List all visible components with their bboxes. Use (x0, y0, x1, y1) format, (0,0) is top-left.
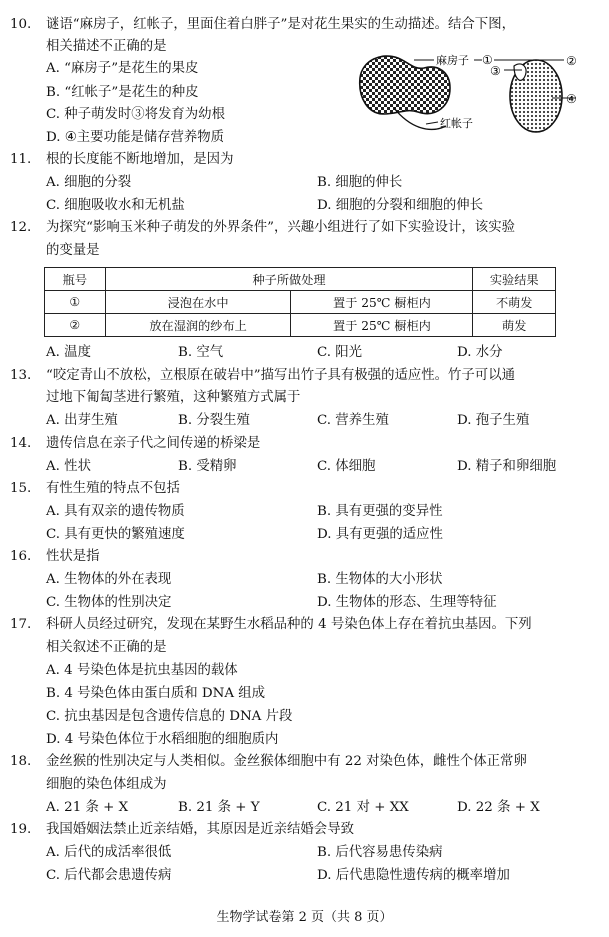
q10-option-c: C. 种子萌发时③将发育为幼根 (46, 107, 225, 122)
q15-option-b: B. 具有更强的变异性 (317, 504, 443, 519)
q11-option-d: D. 细胞的分裂和细胞的伸长 (317, 198, 484, 213)
q13-stem-line1: “咬定青山不放松，立根原在破岩中”描写出竹子具有极强的适应性。竹子可以通 (46, 368, 515, 383)
q19-stem: 我国婚姻法禁止近亲结婚，其原因是近亲结婚会导致 (46, 822, 354, 837)
marker-2: ② (566, 54, 577, 68)
table-cell: 萌发 (473, 314, 556, 337)
table-cell: ① (45, 291, 106, 314)
q11-stem: 根的长度能不断地增加，是因为 (46, 152, 234, 167)
label-coat: 红帐子 (440, 117, 473, 130)
q17-option-d: D. 4 号染色体位于水稻细胞的细胞质内 (46, 732, 279, 747)
q18-number: 18. (10, 754, 32, 769)
q12-option-b: B. 空气 (178, 345, 224, 360)
q14-option-b: B. 受精卵 (178, 459, 237, 474)
table-row (45, 291, 556, 314)
marker-4: ④ (566, 92, 577, 106)
q10-stem-line1: 谜语“麻房子，红帐子，里面住着白胖子”是对花生果实的生动描述。结合下图， (46, 17, 515, 32)
q14-number: 14. (10, 436, 32, 451)
q17-option-b: B. 4 号染色体由蛋白质和 DNA 组成 (46, 686, 266, 701)
q13-number: 13. (10, 368, 32, 383)
q16-option-c: C. 生物体的性别决定 (46, 595, 172, 610)
q11-option-c: C. 细胞吸收水和无机盐 (46, 198, 185, 213)
q15-option-a: A. 具有双亲的遗传物质 (46, 504, 185, 519)
table-header-row (45, 268, 556, 291)
q10-stem-line2: 相关描述不正确的是 (46, 39, 167, 54)
table-cell: 放在湿润的纱布上 (105, 314, 291, 337)
q12-option-a: A. 温度 (46, 345, 91, 360)
label-shell: 麻房子 (436, 54, 469, 67)
q14-option-d: D. 精子和卵细胞 (457, 459, 557, 474)
q15-number: 15. (10, 481, 32, 496)
q19-option-c: C. 后代都会患遗传病 (46, 868, 172, 883)
q11-number: 11. (10, 152, 32, 167)
table-row (45, 314, 556, 337)
table-cell: 置于 25℃ 橱柜内 (291, 314, 473, 337)
marker-1: ① (482, 53, 493, 67)
q18-option-d: D. 22 条 + X (457, 800, 540, 815)
q16-number: 16. (10, 549, 32, 564)
table-cell: ② (45, 314, 106, 337)
q18-option-c: C. 21 对 + XX (317, 800, 409, 815)
table-cell: 浸泡在水中 (105, 291, 291, 314)
q11-option-b: B. 细胞的伸长 (317, 175, 403, 190)
q15-option-c: C. 具有更快的繁殖速度 (46, 527, 185, 542)
q10-option-b: B. “红帐子”是花生的种皮 (46, 85, 199, 100)
q18-stem-line1: 金丝猴的性别决定与人类相似。金丝猴体细胞中有 22 对染色体，雌性个体正常卵 (46, 754, 527, 769)
table-cell: 不萌发 (473, 291, 556, 314)
q16-option-d: D. 生物体的形态、生理等特征 (317, 595, 497, 610)
table-header: 实验结果 (473, 268, 556, 291)
q13-option-a: A. 出芽生殖 (46, 413, 118, 428)
q17-stem-line2: 相关叙述不正确的是 (46, 640, 167, 655)
q12-number: 12. (10, 220, 32, 235)
experiment-table (44, 267, 556, 337)
table-header: 瓶号 (45, 268, 106, 291)
q16-option-b: B. 生物体的大小形状 (317, 572, 443, 587)
q19-option-b: B. 后代容易患传染病 (317, 845, 443, 860)
q13-option-b: B. 分裂生殖 (178, 413, 250, 428)
q18-option-a: A. 21 条 + X (46, 800, 129, 815)
q15-stem: 有性生殖的特点不包括 (46, 481, 180, 496)
q17-number: 17. (10, 617, 32, 632)
q16-stem: 性状是指 (46, 549, 100, 564)
q12-stem-line2: 的变量是 (46, 243, 100, 258)
q13-stem-line2: 过地下匍匐茎进行繁殖，这种繁殖方式属于 (46, 390, 301, 405)
q18-option-b: B. 21 条 + Y (178, 800, 260, 815)
q14-option-c: C. 体细胞 (317, 459, 376, 474)
peanut-diagram (354, 38, 586, 138)
q14-stem: 遗传信息在亲子代之间传递的桥梁是 (46, 436, 261, 451)
q14-option-a: A. 性状 (46, 459, 91, 474)
q17-option-c: C. 抗虫基因是包含遗传信息的 DNA 片段 (46, 709, 293, 724)
q10-option-a: A. “麻房子”是花生的果皮 (46, 61, 199, 76)
q15-option-d: D. 具有更强的适应性 (317, 527, 443, 542)
q10-number: 10. (10, 17, 32, 32)
q18-stem-line2: 细胞的染色体组成为 (46, 777, 167, 792)
marker-3: ③ (490, 64, 501, 78)
q13-option-c: C. 营养生殖 (317, 413, 389, 428)
q11-option-a: A. 细胞的分裂 (46, 175, 132, 190)
q12-option-c: C. 阳光 (317, 345, 363, 360)
q10-option-d: D. ④主要功能是储存营养物质 (46, 130, 225, 145)
peanut-figure (354, 38, 586, 138)
page-footer: 生物学试卷第 2 页（共 8 页） (216, 910, 393, 925)
q19-number: 19. (10, 822, 32, 837)
q12-option-d: D. 水分 (457, 345, 503, 360)
q17-option-a: A. 4 号染色体是抗虫基因的载体 (46, 663, 238, 678)
table-header: 种子所做处理 (105, 268, 473, 291)
q19-option-d: D. 后代患隐性遗传病的概率增加 (317, 868, 510, 883)
q13-option-d: D. 孢子生殖 (457, 413, 530, 428)
q16-option-a: A. 生物体的外在表现 (46, 572, 172, 587)
q12-stem-line1: 为探究“影响玉米种子萌发的外界条件”，兴趣小组进行了如下实验设计，该实验 (46, 220, 515, 235)
table-cell: 置于 25℃ 橱柜内 (291, 291, 473, 314)
q17-stem-line1: 科研人员经过研究，发现在某野生水稻品种的 4 号染色体上存在着抗虫基因。下列 (46, 617, 532, 632)
q19-option-a: A. 后代的成活率很低 (46, 845, 172, 860)
